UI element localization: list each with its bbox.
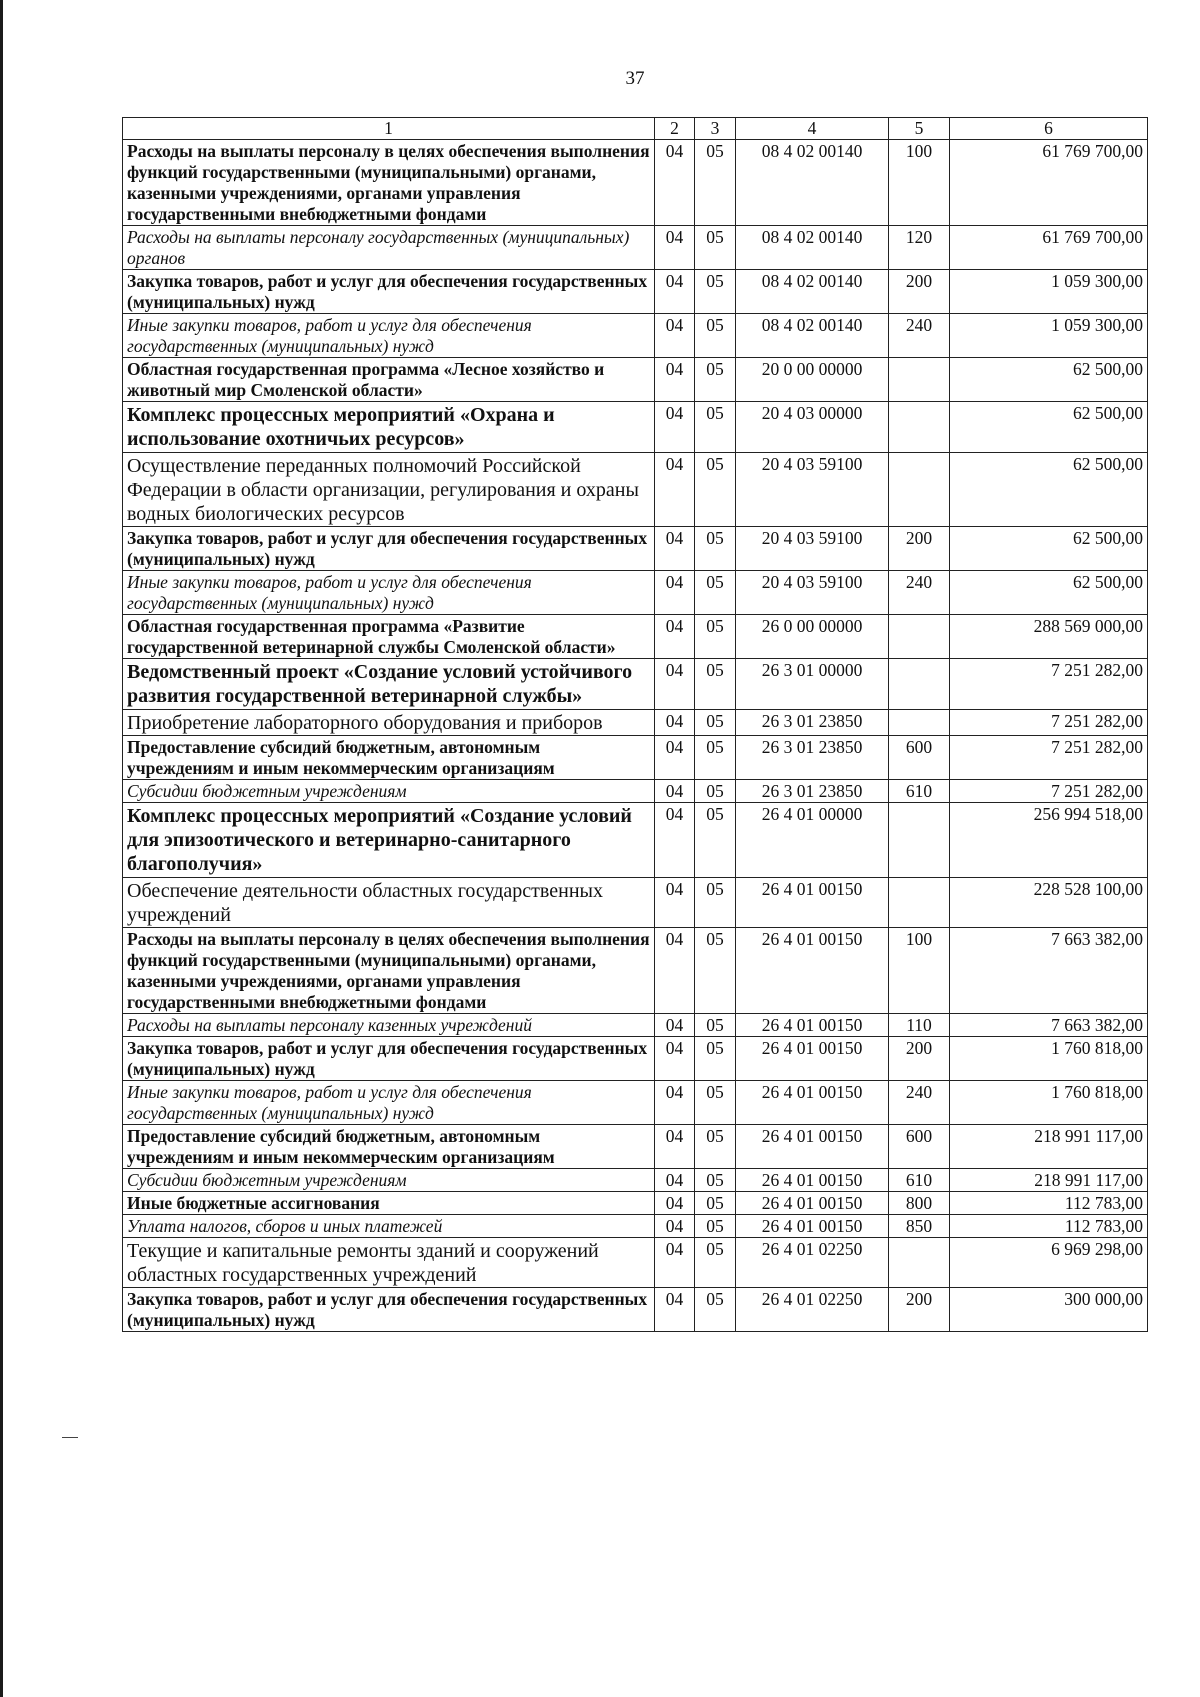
- table-row: [123, 452, 1148, 526]
- amount-cell: 256 994 518,00: [950, 802, 1148, 877]
- target-article-cell: 26 4 01 00150: [736, 1168, 889, 1191]
- expense-type-cell: 200: [889, 1287, 950, 1331]
- section-code-cell: 04: [655, 570, 695, 614]
- expense-type-cell: [889, 877, 950, 927]
- column-header-4: 4: [736, 118, 889, 140]
- expense-type-cell: [889, 402, 950, 453]
- table-body: [123, 140, 1148, 1332]
- expense-type-cell: 850: [889, 1214, 950, 1237]
- target-article-cell: 08 4 02 00140: [736, 226, 889, 270]
- table-row: [123, 1191, 1148, 1214]
- table-row: [123, 570, 1148, 614]
- subsection-code-cell: 05: [695, 1080, 736, 1124]
- expense-type-cell: 610: [889, 1168, 950, 1191]
- subsection-code-cell: 05: [695, 1287, 736, 1331]
- amount-cell: 61 769 700,00: [950, 140, 1148, 226]
- table-row: [123, 1013, 1148, 1036]
- target-article-cell: 20 4 03 59100: [736, 452, 889, 526]
- target-article-cell: 08 4 02 00140: [736, 140, 889, 226]
- subsection-code-cell: 05: [695, 226, 736, 270]
- table-row: [123, 1036, 1148, 1080]
- amount-cell: 7 663 382,00: [950, 927, 1148, 1013]
- section-code-cell: 04: [655, 877, 695, 927]
- subsection-code-cell: 05: [695, 927, 736, 1013]
- amount-cell: 7 663 382,00: [950, 1013, 1148, 1036]
- table-row: [123, 877, 1148, 927]
- section-code-cell: 04: [655, 402, 695, 453]
- table-row: [123, 1237, 1148, 1287]
- amount-cell: 1 059 300,00: [950, 270, 1148, 314]
- table-row: [123, 779, 1148, 802]
- row-name-cell: Приобретение лабораторного оборудования и приборов: [123, 709, 655, 735]
- row-name-cell: Ведомственный проект «Создание условий устойчивого развития государственной ветеринарной службы»: [123, 658, 655, 709]
- expense-type-cell: 120: [889, 226, 950, 270]
- expense-type-cell: 200: [889, 526, 950, 570]
- row-name-cell: Расходы на выплаты персоналу государственных (муниципальных) органов: [123, 226, 655, 270]
- row-name-cell: Закупка товаров, работ и услуг для обеспечения государственных (муниципальных) нужд: [123, 526, 655, 570]
- table-row: [123, 927, 1148, 1013]
- section-code-cell: 04: [655, 1124, 695, 1168]
- section-code-cell: 04: [655, 779, 695, 802]
- subsection-code-cell: 05: [695, 140, 736, 226]
- page-left-edge: [0, 0, 3, 1697]
- table-row: [123, 270, 1148, 314]
- subsection-code-cell: 05: [695, 658, 736, 709]
- target-article-cell: 26 4 01 00150: [736, 927, 889, 1013]
- table-row: [123, 1214, 1148, 1237]
- row-name-cell: Комплекс процессных мероприятий «Создание условий для эпизоотического и ветеринарно-санитарного благополучия»: [123, 802, 655, 877]
- target-article-cell: 26 3 01 23850: [736, 709, 889, 735]
- target-article-cell: 26 4 01 00150: [736, 1036, 889, 1080]
- row-name-cell: Предоставление субсидий бюджетным, автономным учреждениям и иным некоммерческим организациям: [123, 1124, 655, 1168]
- expense-type-cell: 800: [889, 1191, 950, 1214]
- section-code-cell: 04: [655, 1036, 695, 1080]
- subsection-code-cell: 05: [695, 314, 736, 358]
- target-article-cell: 26 4 01 02250: [736, 1287, 889, 1331]
- section-code-cell: 04: [655, 614, 695, 658]
- table-row: [123, 802, 1148, 877]
- subsection-code-cell: 05: [695, 526, 736, 570]
- table-row: [123, 358, 1148, 402]
- target-article-cell: 26 3 01 23850: [736, 735, 889, 779]
- target-article-cell: 26 4 01 00000: [736, 802, 889, 877]
- amount-cell: 7 251 282,00: [950, 779, 1148, 802]
- row-name-cell: Комплекс процессных мероприятий «Охрана и использование охотничьих ресурсов»: [123, 402, 655, 453]
- row-name-cell: Субсидии бюджетным учреждениям: [123, 779, 655, 802]
- amount-cell: 1 760 818,00: [950, 1080, 1148, 1124]
- amount-cell: 1 059 300,00: [950, 314, 1148, 358]
- section-code-cell: 04: [655, 226, 695, 270]
- column-header-1: 1: [123, 118, 655, 140]
- table-row: [123, 658, 1148, 709]
- amount-cell: 62 500,00: [950, 402, 1148, 453]
- row-name-cell: Закупка товаров, работ и услуг для обеспечения государственных (муниципальных) нужд: [123, 270, 655, 314]
- target-article-cell: 26 4 01 00150: [736, 1191, 889, 1214]
- amount-cell: 7 251 282,00: [950, 658, 1148, 709]
- table-row: [123, 1080, 1148, 1124]
- subsection-code-cell: 05: [695, 1237, 736, 1287]
- target-article-cell: 26 4 01 00150: [736, 1080, 889, 1124]
- target-article-cell: 26 4 01 02250: [736, 1237, 889, 1287]
- expense-type-cell: 240: [889, 570, 950, 614]
- row-name-cell: Субсидии бюджетным учреждениям: [123, 1168, 655, 1191]
- table-row: [123, 402, 1148, 453]
- expense-type-cell: 200: [889, 1036, 950, 1080]
- amount-cell: 288 569 000,00: [950, 614, 1148, 658]
- row-name-cell: Областная государственная программа «Лесное хозяйство и животный мир Смоленской области»: [123, 358, 655, 402]
- subsection-code-cell: 05: [695, 402, 736, 453]
- subsection-code-cell: 05: [695, 1013, 736, 1036]
- margin-tick: [62, 1437, 78, 1438]
- row-name-cell: Областная государственная программа «Развитие государственной ветеринарной службы Смоленской области»: [123, 614, 655, 658]
- row-name-cell: Иные закупки товаров, работ и услуг для обеспечения государственных (муниципальных) нужд: [123, 1080, 655, 1124]
- subsection-code-cell: 05: [695, 1214, 736, 1237]
- section-code-cell: 04: [655, 452, 695, 526]
- section-code-cell: 04: [655, 709, 695, 735]
- section-code-cell: 04: [655, 1214, 695, 1237]
- expense-type-cell: 240: [889, 314, 950, 358]
- amount-cell: 7 251 282,00: [950, 735, 1148, 779]
- amount-cell: 112 783,00: [950, 1191, 1148, 1214]
- section-code-cell: 04: [655, 270, 695, 314]
- subsection-code-cell: 05: [695, 1124, 736, 1168]
- amount-cell: 62 500,00: [950, 358, 1148, 402]
- target-article-cell: 26 0 00 00000: [736, 614, 889, 658]
- target-article-cell: 26 4 01 00150: [736, 877, 889, 927]
- target-article-cell: 26 4 01 00150: [736, 1214, 889, 1237]
- expense-type-cell: [889, 452, 950, 526]
- subsection-code-cell: 05: [695, 358, 736, 402]
- table-header: [123, 118, 1148, 140]
- section-code-cell: 04: [655, 1080, 695, 1124]
- amount-cell: 6 969 298,00: [950, 1237, 1148, 1287]
- target-article-cell: 20 4 03 59100: [736, 570, 889, 614]
- row-name-cell: Закупка товаров, работ и услуг для обеспечения государственных (муниципальных) нужд: [123, 1287, 655, 1331]
- expense-type-cell: 600: [889, 1124, 950, 1168]
- section-code-cell: 04: [655, 1168, 695, 1191]
- target-article-cell: 20 4 03 00000: [736, 402, 889, 453]
- expense-type-cell: [889, 1237, 950, 1287]
- section-code-cell: 04: [655, 1013, 695, 1036]
- expense-type-cell: 610: [889, 779, 950, 802]
- row-name-cell: Иные закупки товаров, работ и услуг для обеспечения государственных (муниципальных) нужд: [123, 570, 655, 614]
- subsection-code-cell: 05: [695, 270, 736, 314]
- section-code-cell: 04: [655, 358, 695, 402]
- budget-table: [122, 117, 1148, 1332]
- subsection-code-cell: 05: [695, 1191, 736, 1214]
- table-row: [123, 314, 1148, 358]
- target-article-cell: 26 3 01 23850: [736, 779, 889, 802]
- subsection-code-cell: 05: [695, 1036, 736, 1080]
- header-row: [123, 118, 1148, 140]
- row-name-cell: Иные закупки товаров, работ и услуг для обеспечения государственных (муниципальных) нужд: [123, 314, 655, 358]
- row-name-cell: Расходы на выплаты персоналу в целях обеспечения выполнения функций государственными (муниципальными) органами, казенными учреждениями, органами управления государственными внебюджетными фондами: [123, 140, 655, 226]
- table-row: [123, 140, 1148, 226]
- section-code-cell: 04: [655, 735, 695, 779]
- section-code-cell: 04: [655, 1237, 695, 1287]
- subsection-code-cell: 05: [695, 1168, 736, 1191]
- subsection-code-cell: 05: [695, 614, 736, 658]
- expense-type-cell: [889, 802, 950, 877]
- target-article-cell: 26 4 01 00150: [736, 1124, 889, 1168]
- subsection-code-cell: 05: [695, 802, 736, 877]
- expense-type-cell: 200: [889, 270, 950, 314]
- target-article-cell: 20 0 00 00000: [736, 358, 889, 402]
- section-code-cell: 04: [655, 927, 695, 1013]
- amount-cell: 300 000,00: [950, 1287, 1148, 1331]
- row-name-cell: Расходы на выплаты персоналу казенных учреждений: [123, 1013, 655, 1036]
- section-code-cell: 04: [655, 658, 695, 709]
- amount-cell: 62 500,00: [950, 570, 1148, 614]
- section-code-cell: 04: [655, 526, 695, 570]
- page-number: 37: [625, 68, 645, 89]
- section-code-cell: 04: [655, 140, 695, 226]
- amount-cell: 218 991 117,00: [950, 1124, 1148, 1168]
- subsection-code-cell: 05: [695, 877, 736, 927]
- section-code-cell: 04: [655, 802, 695, 877]
- section-code-cell: 04: [655, 1191, 695, 1214]
- subsection-code-cell: 05: [695, 779, 736, 802]
- row-name-cell: Уплата налогов, сборов и иных платежей: [123, 1214, 655, 1237]
- target-article-cell: 20 4 03 59100: [736, 526, 889, 570]
- subsection-code-cell: 05: [695, 570, 736, 614]
- column-header-3: 3: [695, 118, 736, 140]
- expense-type-cell: 100: [889, 140, 950, 226]
- row-name-cell: Расходы на выплаты персоналу в целях обеспечения выполнения функций государственными (муниципальными) органами, казенными учреждениями, органами управления государственными внебюджетными фондами: [123, 927, 655, 1013]
- row-name-cell: Текущие и капитальные ремонты зданий и сооружений областных государственных учреждений: [123, 1237, 655, 1287]
- amount-cell: 7 251 282,00: [950, 709, 1148, 735]
- subsection-code-cell: 05: [695, 709, 736, 735]
- table-row: [123, 226, 1148, 270]
- section-code-cell: 04: [655, 314, 695, 358]
- amount-cell: 1 760 818,00: [950, 1036, 1148, 1080]
- target-article-cell: 08 4 02 00140: [736, 314, 889, 358]
- subsection-code-cell: 05: [695, 452, 736, 526]
- row-name-cell: Закупка товаров, работ и услуг для обеспечения государственных (муниципальных) нужд: [123, 1036, 655, 1080]
- target-article-cell: 08 4 02 00140: [736, 270, 889, 314]
- table-row: [123, 1168, 1148, 1191]
- amount-cell: 62 500,00: [950, 526, 1148, 570]
- target-article-cell: 26 3 01 00000: [736, 658, 889, 709]
- amount-cell: 218 991 117,00: [950, 1168, 1148, 1191]
- expense-type-cell: [889, 658, 950, 709]
- row-name-cell: Иные бюджетные ассигнования: [123, 1191, 655, 1214]
- expense-type-cell: [889, 709, 950, 735]
- table-row: [123, 735, 1148, 779]
- subsection-code-cell: 05: [695, 735, 736, 779]
- amount-cell: 61 769 700,00: [950, 226, 1148, 270]
- table-row: [123, 526, 1148, 570]
- expense-type-cell: [889, 358, 950, 402]
- row-name-cell: Предоставление субсидий бюджетным, автономным учреждениям и иным некоммерческим организациям: [123, 735, 655, 779]
- expense-type-cell: 100: [889, 927, 950, 1013]
- row-name-cell: Обеспечение деятельности областных государственных учреждений: [123, 877, 655, 927]
- table-row: [123, 614, 1148, 658]
- expense-type-cell: 600: [889, 735, 950, 779]
- amount-cell: 112 783,00: [950, 1214, 1148, 1237]
- expense-type-cell: [889, 614, 950, 658]
- table-row: [123, 1287, 1148, 1331]
- expense-type-cell: 110: [889, 1013, 950, 1036]
- column-header-2: 2: [655, 118, 695, 140]
- target-article-cell: 26 4 01 00150: [736, 1013, 889, 1036]
- amount-cell: 62 500,00: [950, 452, 1148, 526]
- amount-cell: 228 528 100,00: [950, 877, 1148, 927]
- expense-type-cell: 240: [889, 1080, 950, 1124]
- column-header-5: 5: [889, 118, 950, 140]
- row-name-cell: Осуществление переданных полномочий Российской Федерации в области организации, регулирования и охраны водных биологических ресурсов: [123, 452, 655, 526]
- section-code-cell: 04: [655, 1287, 695, 1331]
- table-row: [123, 709, 1148, 735]
- table-row: [123, 1124, 1148, 1168]
- column-header-6: 6: [950, 118, 1148, 140]
